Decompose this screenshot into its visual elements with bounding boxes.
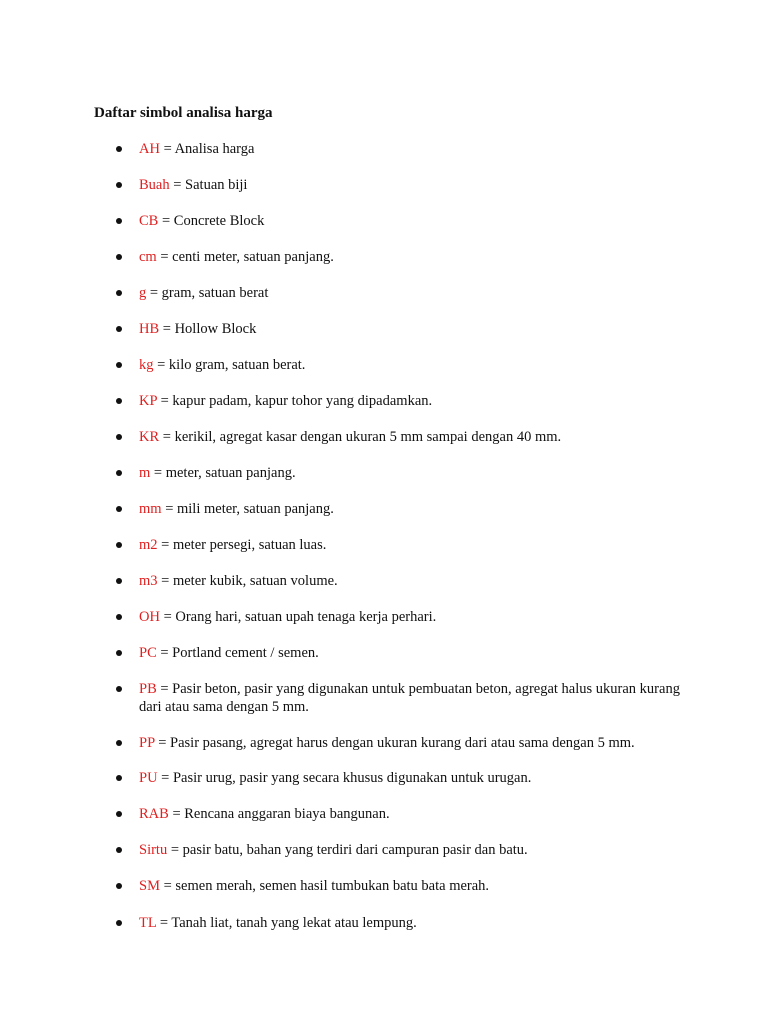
bullet-icon xyxy=(116,811,122,817)
bullet-icon xyxy=(116,920,122,926)
list-item-text xyxy=(139,536,695,554)
list-item-text xyxy=(139,680,695,716)
list-item-text xyxy=(139,392,695,410)
document-title: Daftar simbol analisa harga xyxy=(94,105,273,121)
list-item-text xyxy=(139,914,695,932)
bullet-icon xyxy=(116,740,122,746)
symbol-definition: = centi meter, satuan panjang. xyxy=(156,249,334,265)
bullet-icon xyxy=(116,542,122,548)
bullet-icon xyxy=(116,326,122,332)
list-item-text xyxy=(139,356,695,374)
bullet-icon xyxy=(116,614,122,620)
bullet-icon xyxy=(116,506,122,512)
symbol-definition: = Pasir beton, pasir yang digunakan untuk pembuatan beton, agregat halus ukuran kurang dari atau sama dengan 5 mm. xyxy=(139,681,680,715)
symbol-abbreviation: PB xyxy=(139,681,157,697)
symbol-definition: = semen merah, semen hasil tumbukan batu bata merah. xyxy=(159,878,490,894)
symbol-definition: = Analisa harga xyxy=(159,141,255,157)
list-item-text xyxy=(139,644,695,662)
symbol-definition: = kerikil, agregat kasar dengan ukuran 5 mm sampai dengan 40 mm. xyxy=(159,429,562,445)
symbol-abbreviation: PC xyxy=(139,645,157,661)
symbol-definition: = Orang hari, satuan upah tenaga kerja perhari. xyxy=(159,609,437,625)
symbol-abbreviation: AH xyxy=(139,141,160,157)
symbol-definition: = kapur padam, kapur tohor yang dipadamkan. xyxy=(157,393,433,409)
list-item-text xyxy=(139,320,695,338)
list-item-text xyxy=(139,877,695,895)
symbol-definition: = Hollow Block xyxy=(159,321,257,337)
symbol-abbreviation: cm xyxy=(139,249,157,265)
symbol-definition: = Satuan biji xyxy=(169,177,248,193)
symbol-abbreviation: HB xyxy=(139,321,160,337)
symbol-abbreviation: TL xyxy=(139,915,157,931)
symbol-abbreviation: g xyxy=(139,285,147,301)
symbol-abbreviation: SM xyxy=(139,878,160,894)
symbol-abbreviation: m2 xyxy=(139,537,158,553)
symbol-abbreviation: KP xyxy=(139,393,157,409)
symbol-definition: = gram, satuan berat xyxy=(146,285,269,301)
symbol-definition: = pasir batu, bahan yang terdiri dari campuran pasir dan batu. xyxy=(167,842,528,858)
symbol-definition: = Concrete Block xyxy=(158,213,265,229)
symbol-abbreviation: KR xyxy=(139,429,160,445)
bullet-icon xyxy=(116,847,122,853)
symbol-abbreviation: CB xyxy=(139,213,159,229)
bullet-icon xyxy=(116,883,122,889)
bullet-icon xyxy=(116,182,122,188)
symbol-definition: = meter persegi, satuan luas. xyxy=(157,537,327,553)
symbol-definition: = mili meter, satuan panjang. xyxy=(161,501,334,517)
symbol-abbreviation: mm xyxy=(139,501,162,517)
symbol-definition: = Tanah liat, tanah yang lekat atau lempung. xyxy=(156,915,417,931)
symbol-abbreviation: kg xyxy=(139,357,154,373)
list-item-text xyxy=(139,248,695,266)
bullet-icon xyxy=(116,398,122,404)
symbol-abbreviation: m xyxy=(139,465,151,481)
list-item-text xyxy=(139,428,695,446)
symbol-abbreviation: m3 xyxy=(139,573,158,589)
list-item-text xyxy=(139,464,695,482)
list-item-text xyxy=(139,572,695,590)
list-item-text xyxy=(139,769,695,787)
symbol-definition: = Rencana anggaran biaya bangunan. xyxy=(168,806,390,822)
symbol-definition: = meter kubik, satuan volume. xyxy=(157,573,338,589)
symbol-definition: = meter, satuan panjang. xyxy=(150,465,296,481)
list-item-text xyxy=(139,176,695,194)
list-item-text xyxy=(139,500,695,518)
symbol-abbreviation: RAB xyxy=(139,806,169,822)
bullet-icon xyxy=(116,434,122,440)
bullet-icon xyxy=(116,775,122,781)
bullet-icon xyxy=(116,650,122,656)
list-item-text xyxy=(139,608,695,626)
list-item-text xyxy=(139,140,695,158)
symbol-abbreviation: PP xyxy=(139,735,155,751)
symbol-abbreviation: PU xyxy=(139,770,158,786)
symbol-definition: = Pasir urug, pasir yang secara khusus digunakan untuk urugan. xyxy=(157,770,532,786)
list-item-text xyxy=(139,212,695,230)
bullet-icon xyxy=(116,290,122,296)
list-item-text xyxy=(139,841,695,859)
symbol-abbreviation: Buah xyxy=(139,177,170,193)
symbol-definition: = kilo gram, satuan berat. xyxy=(153,357,306,373)
symbol-definition: = Pasir pasang, agregat harus dengan ukuran kurang dari atau sama dengan 5 mm. xyxy=(154,735,635,751)
list-item-text xyxy=(139,805,695,823)
list-item-text xyxy=(139,284,695,302)
symbol-definition: = Portland cement / semen. xyxy=(156,645,319,661)
bullet-icon xyxy=(116,362,122,368)
bullet-icon xyxy=(116,254,122,260)
bullet-icon xyxy=(116,686,122,692)
symbol-abbreviation: Sirtu xyxy=(139,842,168,858)
bullet-icon xyxy=(116,218,122,224)
bullet-icon xyxy=(116,470,122,476)
list-item-text xyxy=(139,734,695,752)
bullet-icon xyxy=(116,578,122,584)
bullet-icon xyxy=(116,146,122,152)
symbol-abbreviation: OH xyxy=(139,609,160,625)
